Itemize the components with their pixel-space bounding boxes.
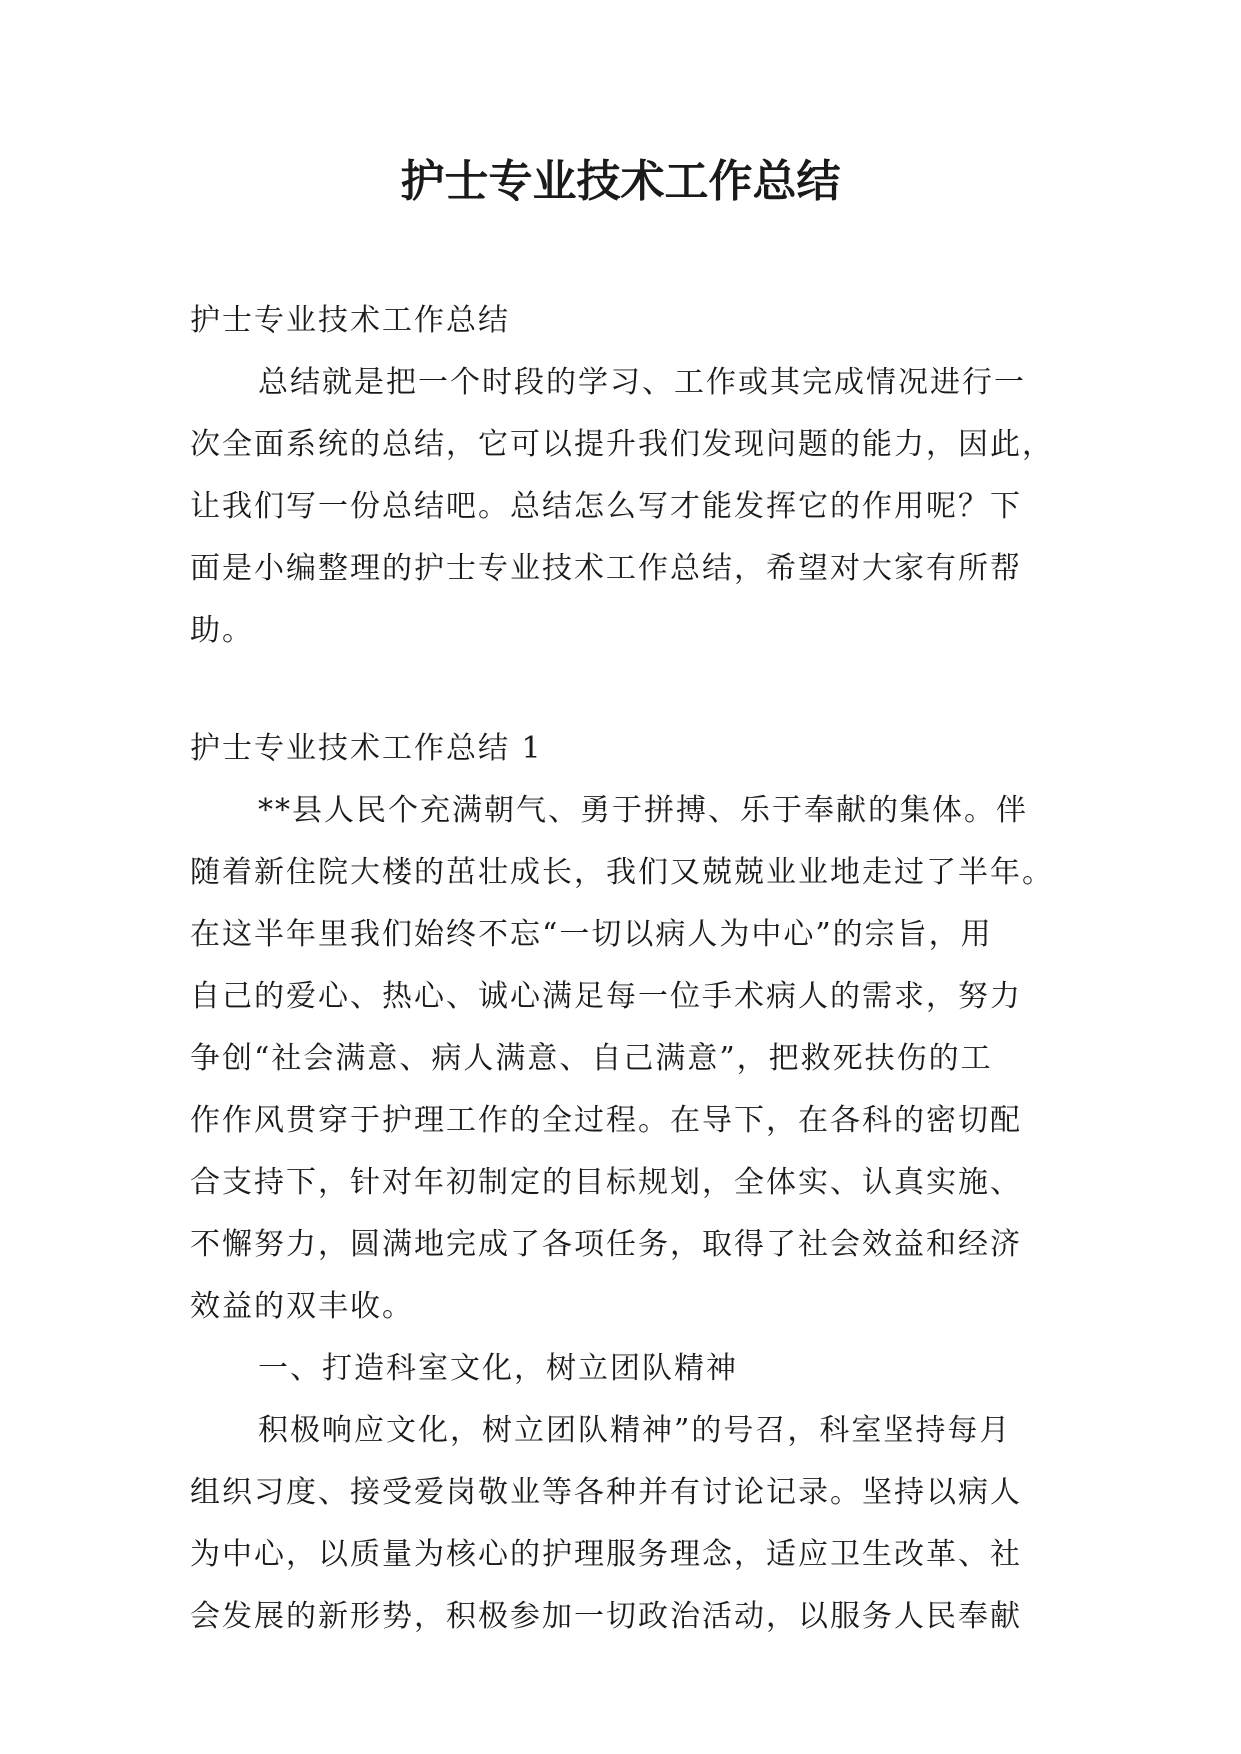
intro-line: 面是小编整理的护士专业技术工作总结，希望对大家有所帮: [190, 551, 1022, 586]
section-line: 自己的爱心、热心、诚心满足每一位手术病人的需求，努力: [190, 979, 1022, 1014]
intro-line: 助。: [190, 613, 254, 648]
paragraph-gap: [190, 662, 1050, 718]
section-line: 在这半年里我们始终不忘“一切以病人为中心”的宗旨，用: [190, 917, 993, 952]
section-heading: 护士专业技术工作总结 1: [190, 731, 543, 766]
section-line: 争创“社会满意、病人满意、自己满意”，把救死扶伤的工: [190, 1041, 993, 1076]
subsection-line: 组织习度、接受爱岗敬业等各种并有讨论记录。坚持以病人: [190, 1475, 1022, 1510]
intro-line: 让我们写一份总结吧。总结怎么写才能发挥它的作用呢？下: [190, 489, 1022, 524]
section-line: 不懈努力，圆满地完成了各项任务，取得了社会效益和经济: [190, 1227, 1022, 1262]
subheading: 一、打造科室文化，树立团队精神: [258, 1351, 738, 1386]
document-subtitle: 护士专业技术工作总结: [190, 303, 510, 338]
section-line: **县人民个充满朝气、勇于拼搏、乐于奉献的集体。伴: [258, 793, 1028, 828]
section-line: 合支持下，针对年初制定的目标规划，全体实、认真实施、: [190, 1165, 1022, 1200]
section-line: 作作风贯穿于护理工作的全过程。在导下，在各科的密切配: [190, 1103, 1022, 1138]
subsection-line: 会发展的新形势，积极参加一切政治活动，以服务人民奉献: [190, 1599, 1022, 1634]
section-line: 随着新住院大楼的茁壮成长，我们又兢兢业业地走过了半年。: [190, 855, 1054, 890]
document-body: [190, 290, 1054, 1648]
section-line: 效益的双丰收。: [190, 1289, 414, 1324]
subsection-line: 积极响应文化，树立团队精神”的号召，科室坚持每月: [258, 1413, 1012, 1448]
subsection-line: 为中心，以质量为核心的护理服务理念，适应卫生改革、社: [190, 1537, 1022, 1572]
intro-line: 次全面系统的总结，它可以提升我们发现问题的能力，因此，: [190, 427, 1054, 462]
document-title: 护士专业技术工作总结: [400, 156, 841, 207]
intro-line: 总结就是把一个时段的学习、工作或其完成情况进行一: [258, 365, 1026, 400]
